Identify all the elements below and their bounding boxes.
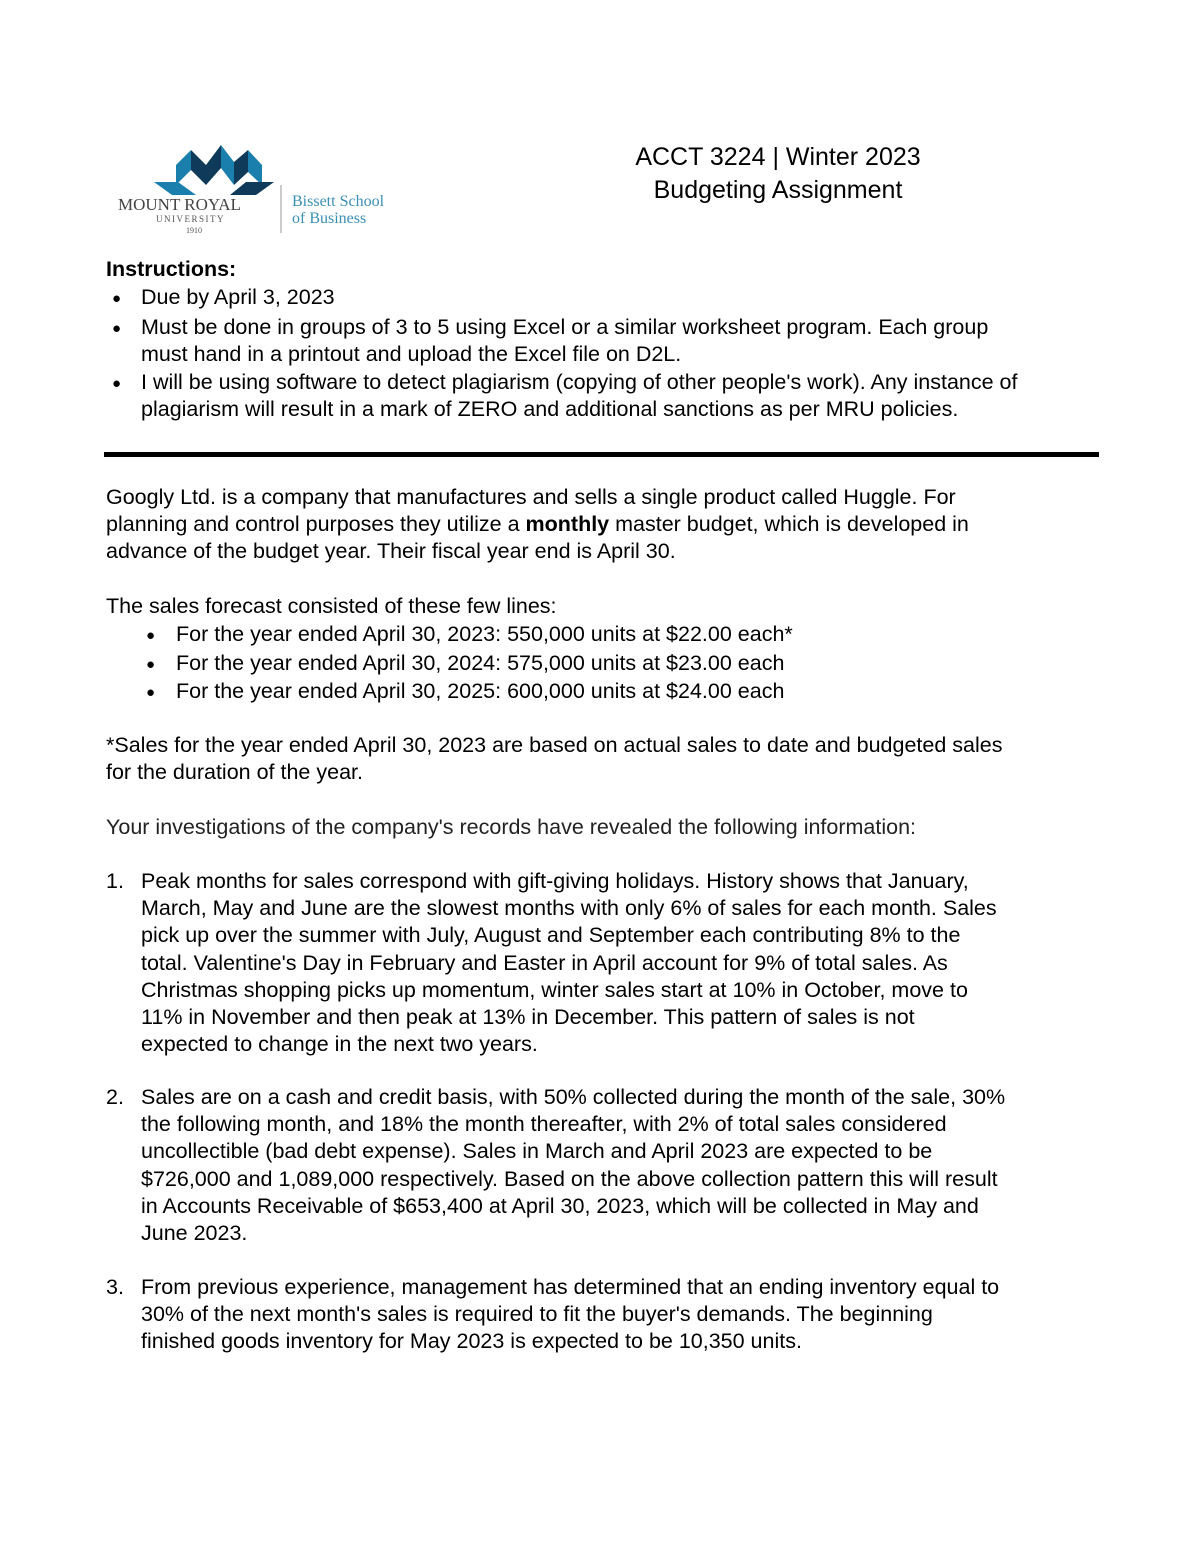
- bullet-icon: ●: [112, 320, 122, 337]
- text-line: 11% in November and then peak at 13% in December. This pattern of sales is not: [141, 1004, 915, 1029]
- text-line: uncollectible (bad debt expense). Sales in March and April 2023 are expected to be: [141, 1139, 933, 1164]
- text-line: must hand in a printout and upload the Excel file on D2L.: [141, 342, 682, 367]
- text-line: advance of the budget year. Their fiscal year end is April 30.: [106, 539, 676, 564]
- bullet-icon: ●: [146, 656, 156, 673]
- text-line: I will be using software to detect plagiarism (copying of other people's work). Any instance of: [141, 370, 1018, 394]
- text-line: Sales are on a cash and credit basis, with 50% collected during the month of the sale, 30%: [141, 1085, 1006, 1109]
- text-line: [106, 511, 969, 538]
- text-line: Peak months for sales correspond with gift-giving holidays. History shows that January,: [141, 869, 969, 893]
- text-line: plagiarism will result in a mark of ZERO and additional sanctions as per MRU policies.: [141, 397, 959, 422]
- text-line: the following month, and 18% the month thereafter, with 2% of total sales considered: [141, 1112, 947, 1137]
- item-number: 3.: [106, 1275, 124, 1299]
- investigations-lead: Your investigations of the company's records have revealed the following information:: [106, 815, 917, 839]
- text-line: Googly Ltd. is a company that manufactures and sells a single product called Huggle. For: [106, 485, 956, 509]
- svg-text:of Business: of Business: [292, 210, 367, 227]
- forecast-text: For the year ended April 30, 2024: 575,000 units at $23.00 each: [176, 651, 785, 675]
- forecast-lead: The sales forecast consisted of these few lines:: [106, 594, 557, 618]
- text-line: Christmas shopping picks up momentum, winter sales start at 10% in October, move to: [141, 977, 968, 1002]
- instructions-heading: Instructions:: [106, 257, 237, 281]
- text-line: March, May and June are the slowest months with only 6% of sales for each month. Sales: [141, 896, 997, 921]
- course-title: ACCT 3224 | Winter 2023: [635, 143, 921, 171]
- intro-paragraph: [106, 484, 969, 566]
- text-line: pick up over the summer with July, August and September each contributing 8% to the: [141, 923, 961, 948]
- text-line: expected to change in the next two years.: [141, 1032, 538, 1057]
- forecast-note: [106, 732, 1002, 786]
- bullet-icon: ●: [146, 684, 156, 701]
- text-line: June 2023.: [141, 1220, 248, 1245]
- text-line: finished goods inventory for May 2023 is expected to be 10,350 units.: [141, 1329, 802, 1354]
- text-line: total. Valentine's Day in February and Easter in April account for 9% of total sales. As: [141, 950, 948, 975]
- forecast-text: For the year ended April 30, 2025: 600,000 units at $24.00 each: [176, 679, 785, 703]
- text-line: Due by April 3, 2023: [141, 285, 335, 309]
- text: planning and control purposes they utilize a: [106, 512, 526, 537]
- assignment-title: Budgeting Assignment: [653, 176, 903, 204]
- svg-text:UNIVERSITY: UNIVERSITY: [156, 214, 225, 224]
- forecast-text: For the year ended April 30, 2023: 550,000 units at $22.00 each*: [176, 622, 793, 646]
- text-line: Must be done in groups of 3 to 5 using Excel or a similar worksheet program. Each group: [141, 315, 989, 339]
- text-line: From previous experience, management has determined that an ending inventory equal to: [141, 1275, 1000, 1299]
- text-line: *Sales for the year ended April 30, 2023 are based on actual sales to date and budgeted sales: [106, 733, 1003, 757]
- section-divider: [104, 452, 1099, 457]
- bullet-icon: ●: [146, 627, 156, 644]
- text: master budget, which is developed in: [609, 512, 969, 537]
- item-number: 2.: [106, 1085, 124, 1109]
- svg-text:1910: 1910: [186, 226, 202, 235]
- bullet-icon: ●: [112, 290, 122, 307]
- item-number: 1.: [106, 869, 124, 893]
- text-line: in Accounts Receivable of $653,400 at April 30, 2023, which will be collected in May and: [141, 1193, 979, 1218]
- bullet-icon: ●: [112, 375, 122, 392]
- text-line: for the duration of the year.: [106, 760, 363, 785]
- text-line: 30% of the next month's sales is required to fit the buyer's demands. The beginning: [141, 1302, 933, 1327]
- text-line: $726,000 and 1,089,000 respectively. Based on the above collection pattern this will result: [141, 1166, 998, 1191]
- svg-text:Bissett School: Bissett School: [292, 193, 385, 210]
- svg-text:MOUNT ROYAL: MOUNT ROYAL: [118, 195, 241, 214]
- emphasis: monthly: [525, 512, 610, 537]
- mount-royal-bissett-logo: [116, 140, 406, 235]
